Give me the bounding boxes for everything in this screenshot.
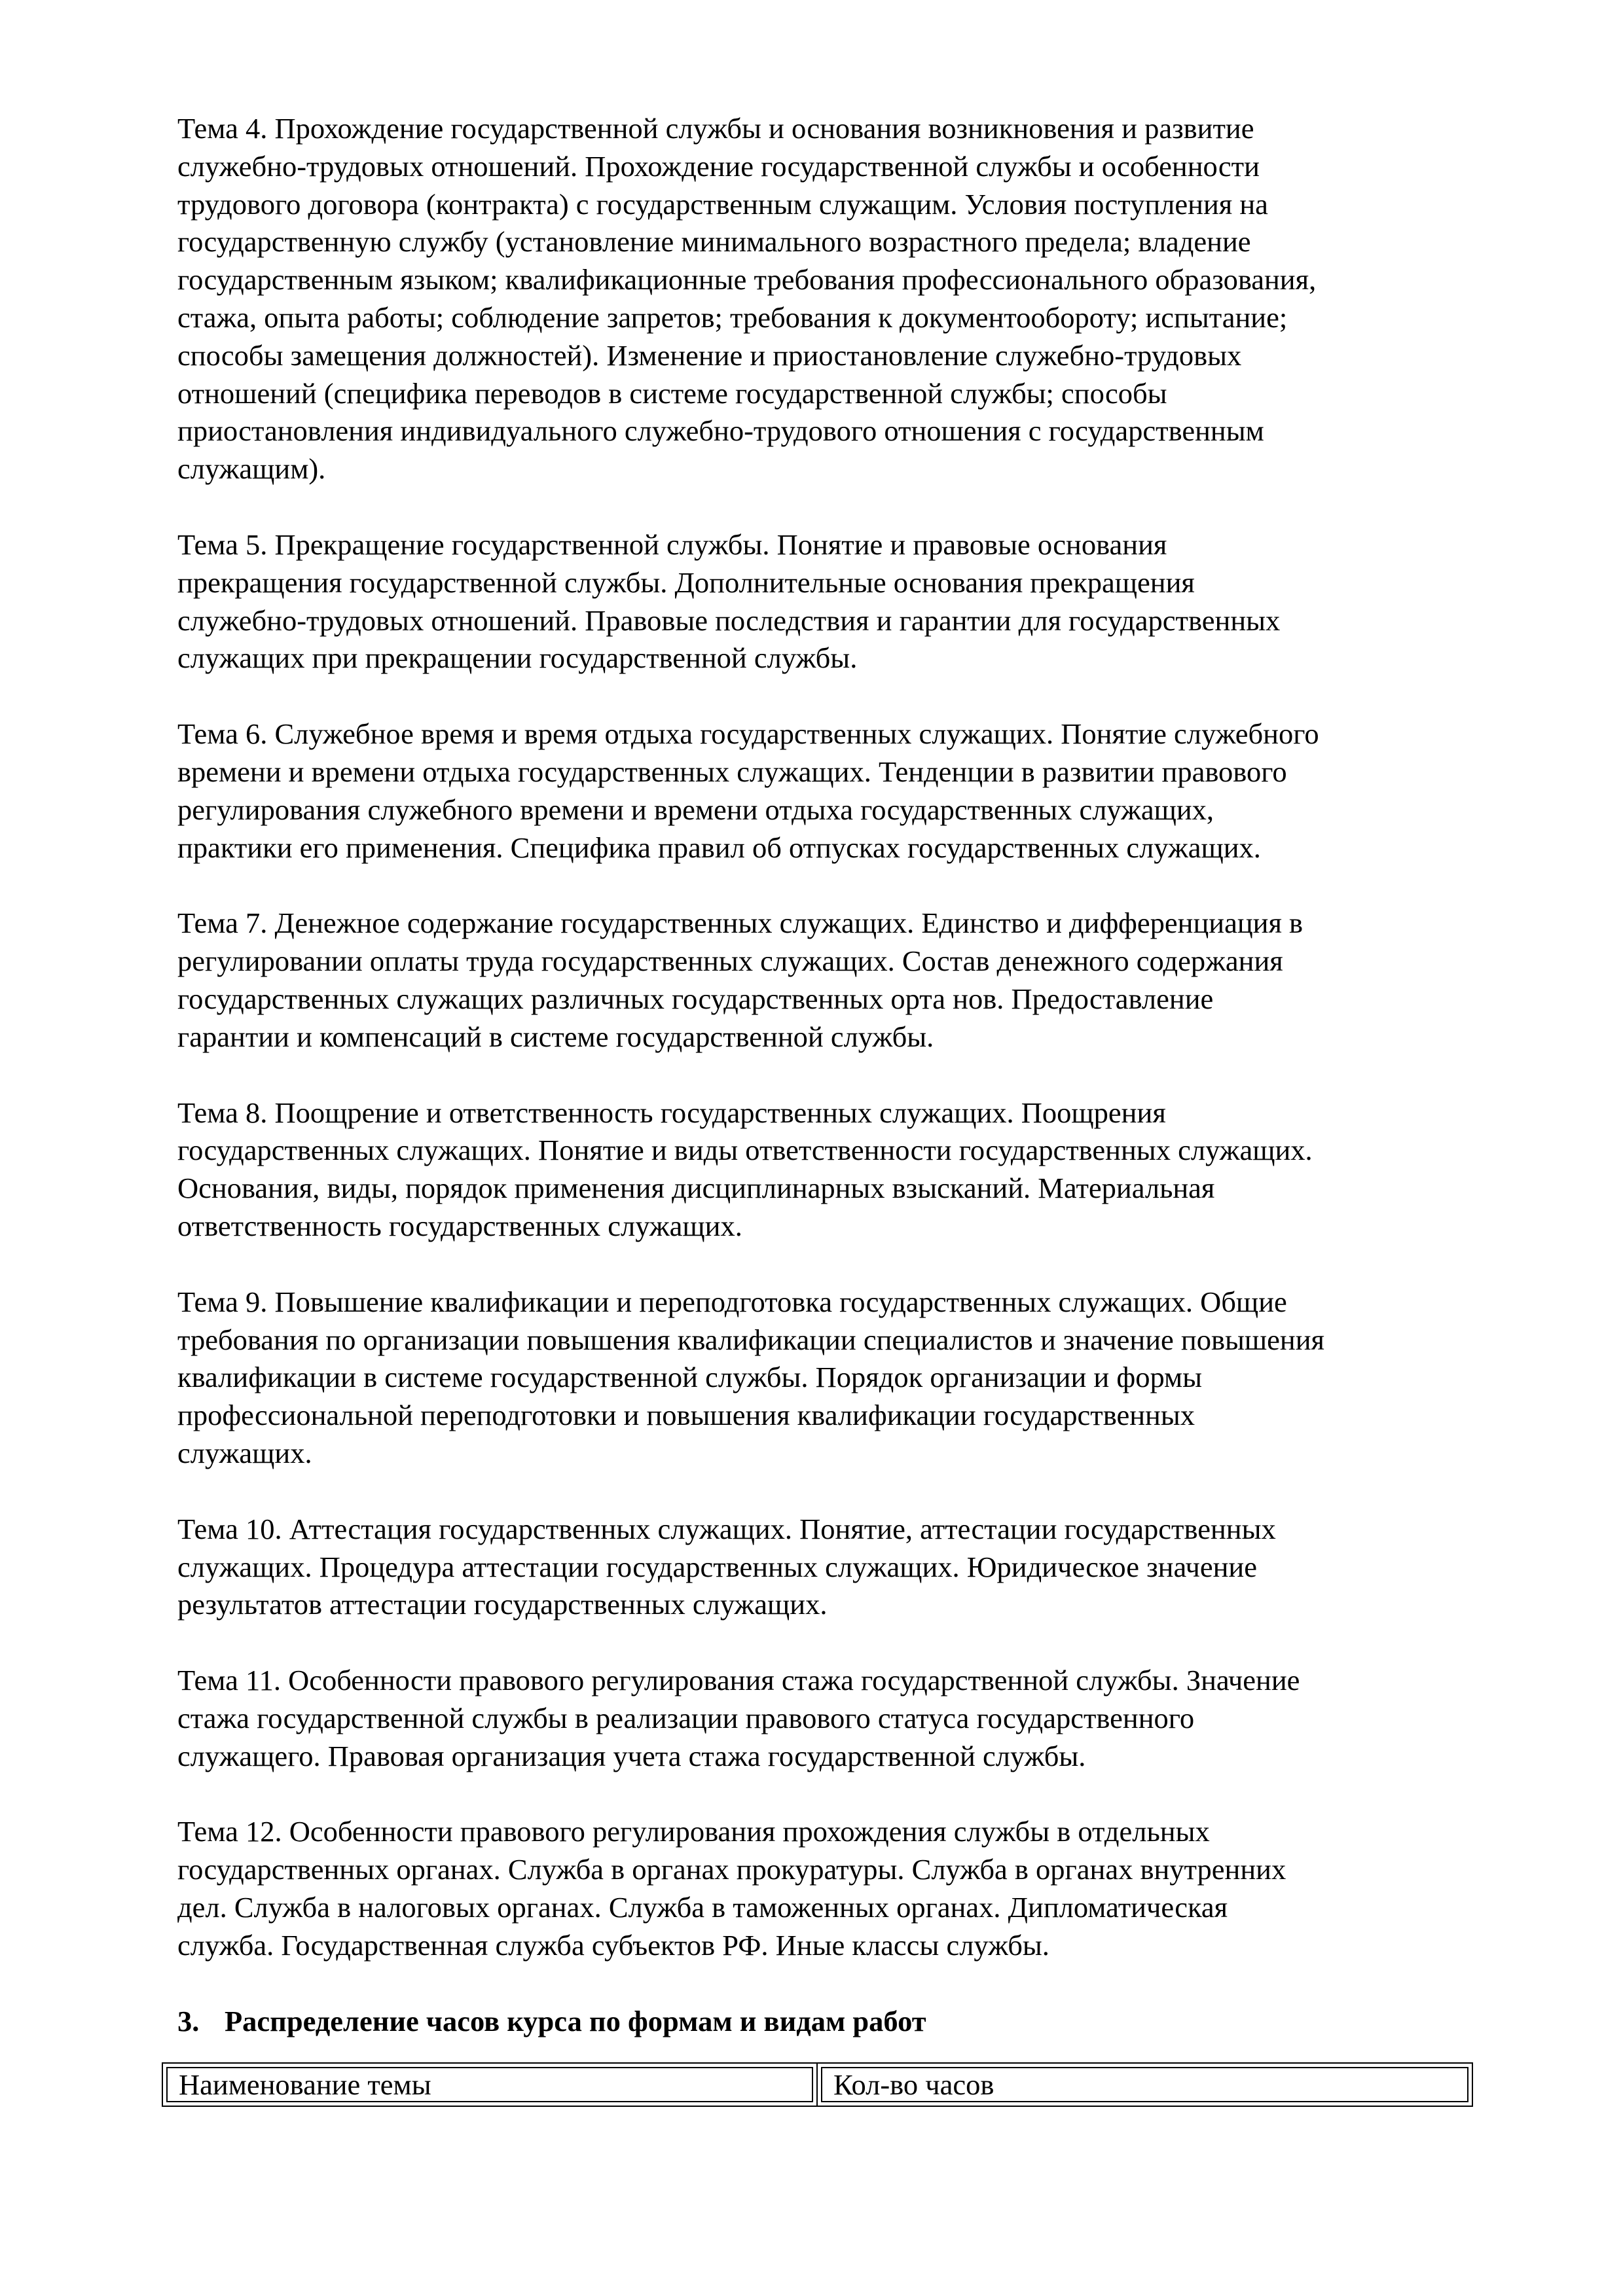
table-header-topic-name: Наименование темы bbox=[162, 2063, 817, 2106]
section-title: Распределение часов курса по формам и видам работ bbox=[225, 2004, 926, 2037]
topic-4-paragraph: Тема 4. Прохождение государственной службы и основания возникновения и развитие служебно-трудовых отношений. Прохождение государственной службы и особенности трудового договора (контракта) с государственным служащим. Условия поступления на государственную службу (установление минимального возрастного предела; владение государственным языком; квалификационные требования профессионального образования, стажа, опыта работы; соблюдение запретов; требования к документообороту; испытание; способы замещения должностей). Изменение и приостановление служебно-трудовых отношений (специфика переводов в системе государственной службы; способы приостановления индивидуального служебно-трудового отношения с государственным служащим). bbox=[177, 112, 1317, 486]
document-body bbox=[177, 110, 1487, 2079]
table-header-hours: Кол-во часов bbox=[817, 2063, 1472, 2106]
table-header-row bbox=[162, 2063, 1472, 2106]
topic-10-paragraph: Тема 10. Аттестация государственных служащих. Понятие, аттестации государственных служащих. Процедура аттестации государственных служащих. Юридическое значение результатов аттестации государственных служащих. bbox=[177, 1512, 1276, 1621]
topic-6-paragraph: Тема 6. Служебное время и время отдыха государственных служащих. Понятие служебного времени и времени отдыха государственных служащих. Тенденции в развитии правового регулирования служебного времени и времени отдыха государственных служащих, практики его применения. Специфика правил об отпусках государственных служащих. bbox=[177, 717, 1319, 864]
topic-8-paragraph: Тема 8. Поощрение и ответственность государственных служащих. Поощрения государственных служащих. Понятие и виды ответственности государственных служащих. Основания, виды, порядок применения дисциплинарных взысканий. Материальная ответственность государственных служащих. bbox=[177, 1096, 1313, 1242]
hours-table bbox=[162, 2062, 1473, 2107]
topic-12-paragraph: Тема 12. Особенности правового регулирования прохождения службы в отдельных государственных органах. Служба в органах прокуратуры. Служба в органах внутренних дел. Служба в налоговых органах. Служба в таможенных органах. Дипломатическая служба. Государственная служба субъектов РФ. Иные классы службы. bbox=[177, 1815, 1286, 1962]
topic-7-paragraph: Тема 7. Денежное содержание государственных служащих. Единство и дифференциация в регулировании оплаты труда государственных служащих. Состав денежного содержания государственных служащих различных государственных орта нов. Предоставление гарантии и компенсаций в системе государственной службы. bbox=[177, 906, 1304, 1053]
section-heading bbox=[177, 2003, 1487, 2041]
section-number: 3. bbox=[177, 2004, 200, 2037]
topic-5-paragraph: Тема 5. Прекращение государственной службы. Понятие и правовые основания прекращения государственной службы. Дополнительные основания прекращения служебно-трудовых отношений. Правовые последствия и гарантии для государственных служащих при прекращении государственной службы. bbox=[177, 528, 1281, 675]
topic-11-paragraph: Тема 11. Особенности правового регулирования стажа государственной службы. Значение стажа государственной службы в реализации правового статуса государственного служащего. Правовая организация учета стажа государственной службы. bbox=[177, 1664, 1300, 1772]
topic-9-paragraph: Тема 9. Повышение квалификации и переподготовка государственных служащих. Общие требования по организации повышения квалификации специалистов и значение повышения квалификации в системе государственной службы. Порядок организации и формы профессиональной переподготовки и повышения квалификации государственных служащих. bbox=[177, 1285, 1324, 1469]
